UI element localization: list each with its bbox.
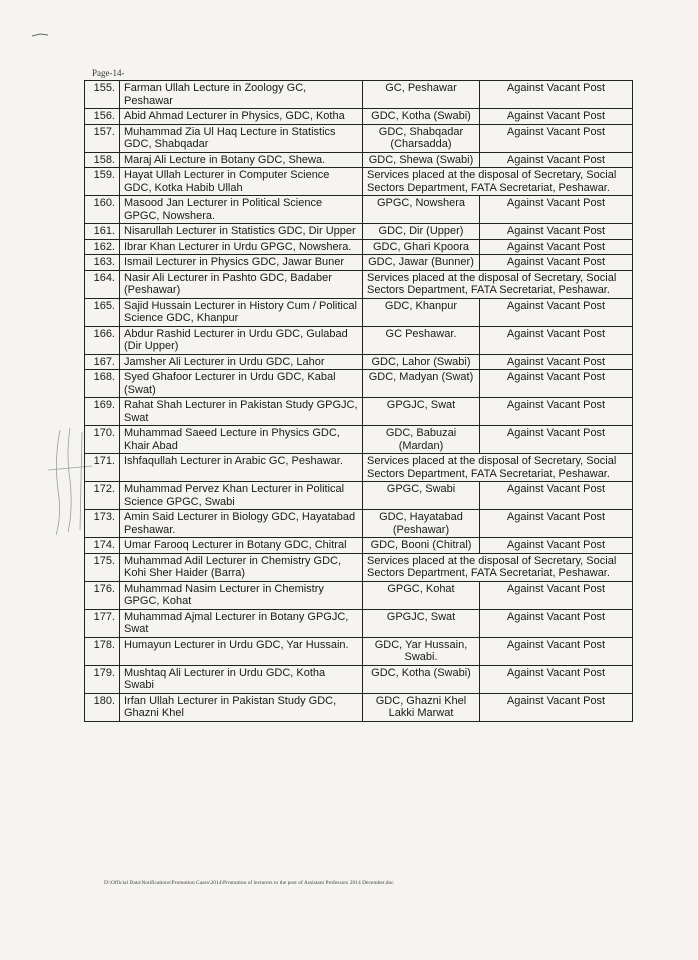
- table-row: [85, 354, 633, 370]
- officer-name-cell: Ishfaqullah Lecturer in Arabic GC, Peshawar.: [120, 454, 363, 482]
- table-row: [85, 538, 633, 554]
- officer-name-cell: Ibrar Khan Lecturer in Urdu GPGC, Nowshera.: [120, 239, 363, 255]
- table-row: [85, 637, 633, 665]
- officer-name-cell: Muhammad Ajmal Lecturer in Botany GPGJC, Swat: [120, 609, 363, 637]
- serial-number: 173.: [85, 510, 120, 538]
- serial-number: 155.: [85, 81, 120, 109]
- remarks-cell: Against Vacant Post: [480, 370, 633, 398]
- table-row: [85, 370, 633, 398]
- serial-number: 172.: [85, 482, 120, 510]
- remarks-cell: Against Vacant Post: [480, 510, 633, 538]
- table-row: [85, 609, 633, 637]
- posting-place-cell: GPGC, Nowshera: [363, 196, 480, 224]
- serial-number: 170.: [85, 426, 120, 454]
- officer-name-cell: Abdur Rashid Lecturer in Urdu GDC, Gulabad (Dir Upper): [120, 326, 363, 354]
- officer-name-cell: Muhammad Adil Lecturer in Chemistry GDC, Kohi Sher Haider (Barra): [120, 553, 363, 581]
- table-row: [85, 553, 633, 581]
- serial-number: 175.: [85, 553, 120, 581]
- remarks-cell: Against Vacant Post: [480, 426, 633, 454]
- remarks-cell: Against Vacant Post: [480, 81, 633, 109]
- serial-number: 167.: [85, 354, 120, 370]
- table-row: [85, 665, 633, 693]
- serial-number: 166.: [85, 326, 120, 354]
- remarks-cell: Against Vacant Post: [480, 637, 633, 665]
- officer-name-cell: Maraj Ali Lecture in Botany GDC, Shewa.: [120, 152, 363, 168]
- posting-place-cell: GDC, Shabqadar (Charsadda): [363, 124, 480, 152]
- posting-place-cell: GDC, Lahor (Swabi): [363, 354, 480, 370]
- table-row: [85, 326, 633, 354]
- serial-number: 164.: [85, 270, 120, 298]
- remarks-cell: Against Vacant Post: [480, 354, 633, 370]
- table-row: [85, 398, 633, 426]
- officer-name-cell: Rahat Shah Lecturer in Pakistan Study GPGJC, Swat: [120, 398, 363, 426]
- officer-name-cell: Nasir Ali Lecturer in Pashto GDC, Badaber (Peshawar): [120, 270, 363, 298]
- posting-place-cell: GPGJC, Swat: [363, 398, 480, 426]
- disposal-note-cell: Services placed at the disposal of Secretary, Social Sectors Department, FATA Secretariat, Peshawar.: [363, 553, 633, 581]
- table-row: [85, 454, 633, 482]
- serial-number: 161.: [85, 224, 120, 240]
- posting-place-cell: GC Peshawar.: [363, 326, 480, 354]
- serial-number: 156.: [85, 109, 120, 125]
- posting-place-cell: GDC, Hayatabad (Peshawar): [363, 510, 480, 538]
- officer-name-cell: Muhammad Saeed Lecture in Physics GDC, Khair Abad: [120, 426, 363, 454]
- posting-place-cell: GDC, Jawar (Bunner): [363, 255, 480, 271]
- officer-name-cell: Sajid Hussain Lecturer in History Cum / Political Science GDC, Khanpur: [120, 298, 363, 326]
- table-row: [85, 581, 633, 609]
- remarks-cell: Against Vacant Post: [480, 255, 633, 271]
- posting-place-cell: GC, Peshawar: [363, 81, 480, 109]
- officer-name-cell: Hayat Ullah Lecturer in Computer Science GDC, Kotka Habib Ullah: [120, 168, 363, 196]
- serial-number: 168.: [85, 370, 120, 398]
- remarks-cell: Against Vacant Post: [480, 693, 633, 721]
- serial-number: 169.: [85, 398, 120, 426]
- table-row: [85, 196, 633, 224]
- serial-number: 177.: [85, 609, 120, 637]
- remarks-cell: Against Vacant Post: [480, 224, 633, 240]
- serial-number: 179.: [85, 665, 120, 693]
- posting-place-cell: GDC, Yar Hussain, Swabi.: [363, 637, 480, 665]
- remarks-cell: Against Vacant Post: [480, 665, 633, 693]
- officer-name-cell: Muhammad Zia Ul Haq Lecture in Statistics GDC, Shabqadar: [120, 124, 363, 152]
- serial-number: 171.: [85, 454, 120, 482]
- file-path-footer: D:\Official Data\Notifications\Promotion Cases\2014\Promotion of lecturers to the post of Assistant Professors 2014 December.doc: [104, 880, 394, 886]
- remarks-cell: Against Vacant Post: [480, 152, 633, 168]
- posting-place-cell: GDC, Babuzai (Mardan): [363, 426, 480, 454]
- officer-name-cell: Masood Jan Lecturer in Political Science GPGC, Nowshera.: [120, 196, 363, 224]
- remarks-cell: Against Vacant Post: [480, 326, 633, 354]
- disposal-note-cell: Services placed at the disposal of Secretary, Social Sectors Department, FATA Secretariat, Peshawar.: [363, 270, 633, 298]
- officer-name-cell: Jamsher Ali Lecturer in Urdu GDC, Lahor: [120, 354, 363, 370]
- serial-number: 176.: [85, 581, 120, 609]
- serial-number: 163.: [85, 255, 120, 271]
- posting-place-cell: GDC, Ghari Kpoora: [363, 239, 480, 255]
- table-row: [85, 482, 633, 510]
- table-row: [85, 224, 633, 240]
- posting-place-cell: GDC, Madyan (Swat): [363, 370, 480, 398]
- serial-number: 157.: [85, 124, 120, 152]
- remarks-cell: Against Vacant Post: [480, 196, 633, 224]
- serial-number: 178.: [85, 637, 120, 665]
- table-row: [85, 124, 633, 152]
- remarks-cell: Against Vacant Post: [480, 538, 633, 554]
- posting-place-cell: GPGC, Kohat: [363, 581, 480, 609]
- remarks-cell: Against Vacant Post: [480, 609, 633, 637]
- posting-place-cell: GDC, Shewa (Swabi): [363, 152, 480, 168]
- officer-name-cell: Muhammad Pervez Khan Lecturer in Political Science GPGC, Swabi: [120, 482, 363, 510]
- posting-place-cell: GDC, Kotha (Swabi): [363, 109, 480, 125]
- officer-name-cell: Mushtaq Ali Lecturer in Urdu GDC, Kotha Swabi: [120, 665, 363, 693]
- serial-number: 159.: [85, 168, 120, 196]
- officer-name-cell: Irfan Ullah Lecturer in Pakistan Study GDC, Ghazni Khel: [120, 693, 363, 721]
- serial-number: 162.: [85, 239, 120, 255]
- table-row: [85, 298, 633, 326]
- officer-name-cell: Farman Ullah Lecture in Zoology GC, Peshawar: [120, 81, 363, 109]
- table-row: [85, 255, 633, 271]
- table-row: [85, 270, 633, 298]
- posting-place-cell: GDC, Ghazni Khel Lakki Marwat: [363, 693, 480, 721]
- officer-name-cell: Humayun Lecturer in Urdu GDC, Yar Hussain.: [120, 637, 363, 665]
- pen-mark-icon: [30, 30, 50, 40]
- serial-number: 160.: [85, 196, 120, 224]
- posting-place-cell: GPGC, Swabi: [363, 482, 480, 510]
- posting-place-cell: GDC, Khanpur: [363, 298, 480, 326]
- remarks-cell: Against Vacant Post: [480, 482, 633, 510]
- table-row: [85, 152, 633, 168]
- remarks-cell: Against Vacant Post: [480, 124, 633, 152]
- disposal-note-cell: Services placed at the disposal of Secretary, Social Sectors Department, FATA Secretariat, Peshawar.: [363, 168, 633, 196]
- remarks-cell: Against Vacant Post: [480, 581, 633, 609]
- posting-place-cell: GDC, Kotha (Swabi): [363, 665, 480, 693]
- posting-place-cell: GDC, Booni (Chitral): [363, 538, 480, 554]
- disposal-note-cell: Services placed at the disposal of Secretary, Social Sectors Department, FATA Secretariat, Peshawar.: [363, 454, 633, 482]
- serial-number: 174.: [85, 538, 120, 554]
- officer-name-cell: Muhammad Nasim Lecturer in Chemistry GPGC, Kohat: [120, 581, 363, 609]
- remarks-cell: Against Vacant Post: [480, 298, 633, 326]
- table-row: [85, 109, 633, 125]
- table-row: [85, 693, 633, 721]
- officer-name-cell: Amin Said Lecturer in Biology GDC, Hayatabad Peshawar.: [120, 510, 363, 538]
- serial-number: 158.: [85, 152, 120, 168]
- postings-table: [84, 80, 633, 722]
- remarks-cell: Against Vacant Post: [480, 398, 633, 426]
- page-number: Page-14-: [92, 68, 125, 78]
- posting-place-cell: GPGJC, Swat: [363, 609, 480, 637]
- officer-name-cell: Umar Farooq Lecturer in Botany GDC, Chitral: [120, 538, 363, 554]
- remarks-cell: Against Vacant Post: [480, 239, 633, 255]
- table-row: [85, 81, 633, 109]
- serial-number: 165.: [85, 298, 120, 326]
- posting-place-cell: GDC, Dir (Upper): [363, 224, 480, 240]
- table-row: [85, 239, 633, 255]
- officer-name-cell: Ismail Lecturer in Physics GDC, Jawar Buner: [120, 255, 363, 271]
- serial-number: 180.: [85, 693, 120, 721]
- table-row: [85, 510, 633, 538]
- officer-name-cell: Nisarullah Lecturer in Statistics GDC, Dir Upper: [120, 224, 363, 240]
- table-row: [85, 426, 633, 454]
- officer-name-cell: Abid Ahmad Lecturer in Physics, GDC, Kotha: [120, 109, 363, 125]
- remarks-cell: Against Vacant Post: [480, 109, 633, 125]
- table-row: [85, 168, 633, 196]
- officer-name-cell: Syed Ghafoor Lecturer in Urdu GDC, Kabal (Swat): [120, 370, 363, 398]
